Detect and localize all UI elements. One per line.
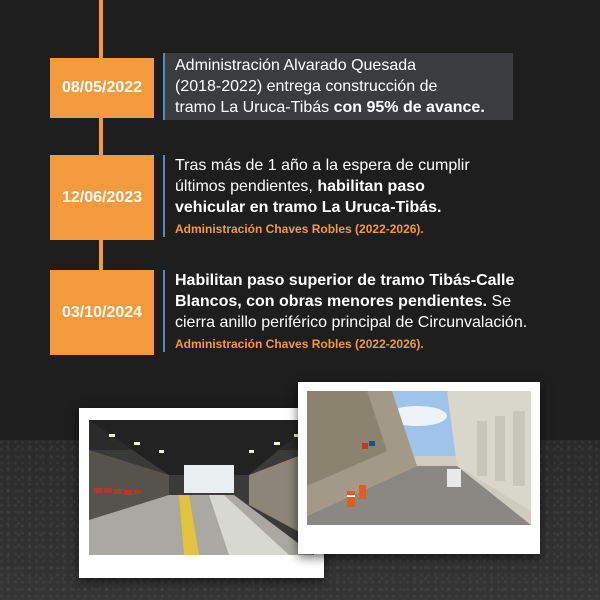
date-badge-2 (50, 155, 154, 240)
entry-1-line-2: (2018-2022) entrega construcción de (175, 78, 438, 95)
entry-2-bold-2: vehicular en tramo La Uruca-Tibás. (175, 199, 442, 216)
date-badge-1 (50, 58, 154, 118)
entry-2-admin: Administración Chaves Robles (2022-2026). (175, 222, 424, 236)
date-badge-3 (50, 270, 154, 355)
entry-3-text-1: Se (487, 293, 512, 310)
entry-1-line-1: Administración Alvarado Quesada (175, 57, 417, 74)
tunnel-photo (79, 408, 324, 578)
timeline-entry-3 (163, 270, 595, 352)
date-label-1: 08/05/2022 (61, 79, 143, 96)
entry-2-line-1: Tras más de 1 año a la espera de cumplir (175, 157, 470, 174)
date-label-3: 03/10/2024 (61, 303, 143, 321)
entry-1-bold: con 95% de avance. (333, 99, 485, 116)
entry-3-bold-1: Habilitan paso superior de tramo Tibás-Calle (175, 272, 515, 289)
entry-1-line-3: tramo La Uruca-Tibás (175, 99, 334, 116)
timeline-entry-2 (163, 155, 505, 237)
entry-3-text-2: cierra anillo periférico principal de Circunvalación. (175, 314, 528, 331)
date-label-2: 12/06/2023 (61, 188, 143, 206)
entry-2-line-2: últimos pendientes, (175, 178, 318, 195)
entry-2-bold-1: habilitan paso (317, 178, 425, 195)
overpass-construction-photo (298, 382, 540, 554)
entry-3-bold-2: Blancos, con obras menores pendientes. (175, 293, 488, 310)
entry-3-admin: Administración Chaves Robles (2022-2026). (175, 337, 424, 351)
timeline-entry-1 (163, 53, 513, 120)
